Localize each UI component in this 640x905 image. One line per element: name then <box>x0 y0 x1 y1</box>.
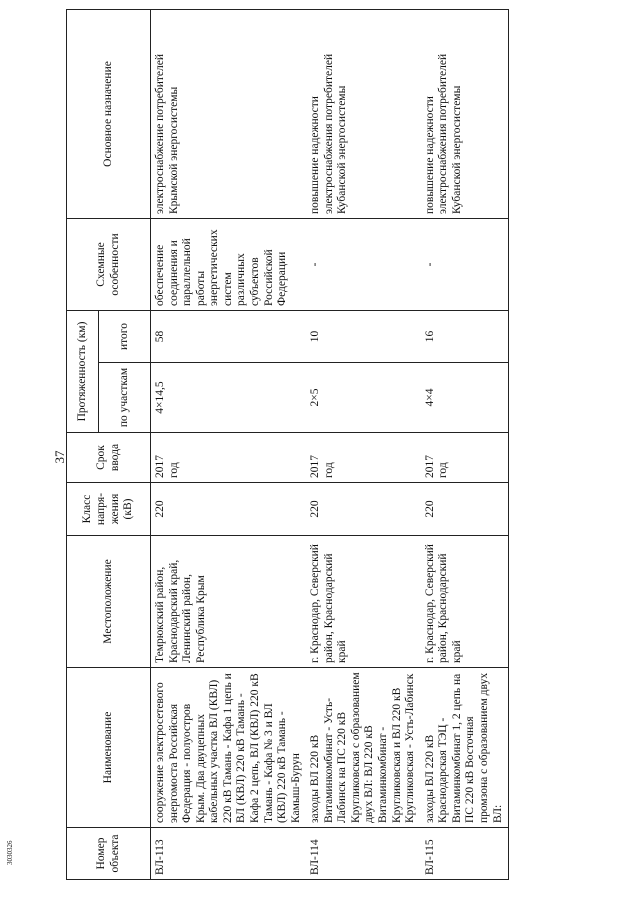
cell-number: ВЛ-115 <box>421 828 509 880</box>
header-length-sections: по участкам <box>99 363 151 433</box>
cell-sections: 4×4 <box>421 363 509 433</box>
header-voltage: Класс напря-жения (кВ) <box>67 483 151 536</box>
table-row <box>421 10 509 880</box>
cell-total: 58 <box>151 311 307 363</box>
table-row <box>151 10 307 880</box>
cell-purpose: повышение надежности электроснабжения потребителей Кубанской энергосистемы <box>421 10 509 219</box>
side-code: 3030326 <box>6 840 14 865</box>
cell-purpose: электроснабжение потребителей Крымской энергосистемы <box>151 10 307 219</box>
cell-date: 2017 год <box>306 433 421 483</box>
cell-features: - <box>306 219 421 311</box>
cell-sections: 4×14,5 <box>151 363 307 433</box>
page-number: 37 <box>52 450 67 464</box>
cell-purpose: повышение надежности электроснабжения потребителей Кубанской энергосистемы <box>306 10 421 219</box>
table-row <box>306 10 421 880</box>
objects-table <box>66 9 509 880</box>
cell-features: - <box>421 219 509 311</box>
header-date: Срок ввода <box>67 433 151 483</box>
cell-location: Темрюкский район, Краснодарский край, Ленинский район, Республика Крым <box>151 536 307 668</box>
header-name: Наименование <box>67 668 151 828</box>
cell-sections: 2×5 <box>306 363 421 433</box>
cell-name: заходы ВЛ 220 кВ Краснодарская ТЭЦ - Витаминкомбинат 1, 2 цепь на ПС 220 кВ Восточная промзона с образованием двух ВЛ: <box>421 668 509 828</box>
header-purpose: Основное назначение <box>67 10 151 219</box>
cell-total: 16 <box>421 311 509 363</box>
rotated-table-wrapper <box>66 10 600 880</box>
cell-voltage: 220 <box>421 483 509 536</box>
cell-date: 2017 год <box>421 433 509 483</box>
header-length: Протяженность (км) <box>67 311 99 433</box>
cell-location: г. Краснодар, Северский район, Краснодарский край <box>306 536 421 668</box>
cell-date: 2017 год <box>151 433 307 483</box>
cell-features: обеспечение соединения и параллельной работы энергетических систем различных субъектов Российской Федерации <box>151 219 307 311</box>
header-features: Схемные особенности <box>67 219 151 311</box>
cell-voltage: 220 <box>151 483 307 536</box>
cell-name: заходы ВЛ 220 кВ Витаминкомбинат - Усть-Лабинск на ПС 220 кВ Кругликовская с образованием двух ВЛ: ВЛ 220 кВ Витаминкомбинат - Кругликовская и ВЛ 220 кВ Кругликовская - Усть-Лабинск <box>306 668 421 828</box>
header-object-number: Номер объекта <box>67 828 151 880</box>
header-length-total: итого <box>99 311 151 363</box>
cell-location: г. Краснодар, Северский район, Краснодарский край <box>421 536 509 668</box>
cell-number: ВЛ-114 <box>306 828 421 880</box>
header-location: Местоположение <box>67 536 151 668</box>
cell-voltage: 220 <box>306 483 421 536</box>
cell-number: ВЛ-113 <box>151 828 307 880</box>
cell-name: сооружение электросетевого энергомоста Российская Федерация - полуостров Крым. Два двуцепных кабельных участка ВЛ (КВЛ) 220 кВ Тамань - Кафа 1 цепь и ВЛ (КВЛ) 220 кВ Тамань - Кафа 2 цепь, ВЛ (КВЛ) 220 кВ Тамань - Кафа № 3 и ВЛ (КВЛ) 220 кВ Тамань - Камыш-Бурун <box>151 668 307 828</box>
cell-total: 10 <box>306 311 421 363</box>
